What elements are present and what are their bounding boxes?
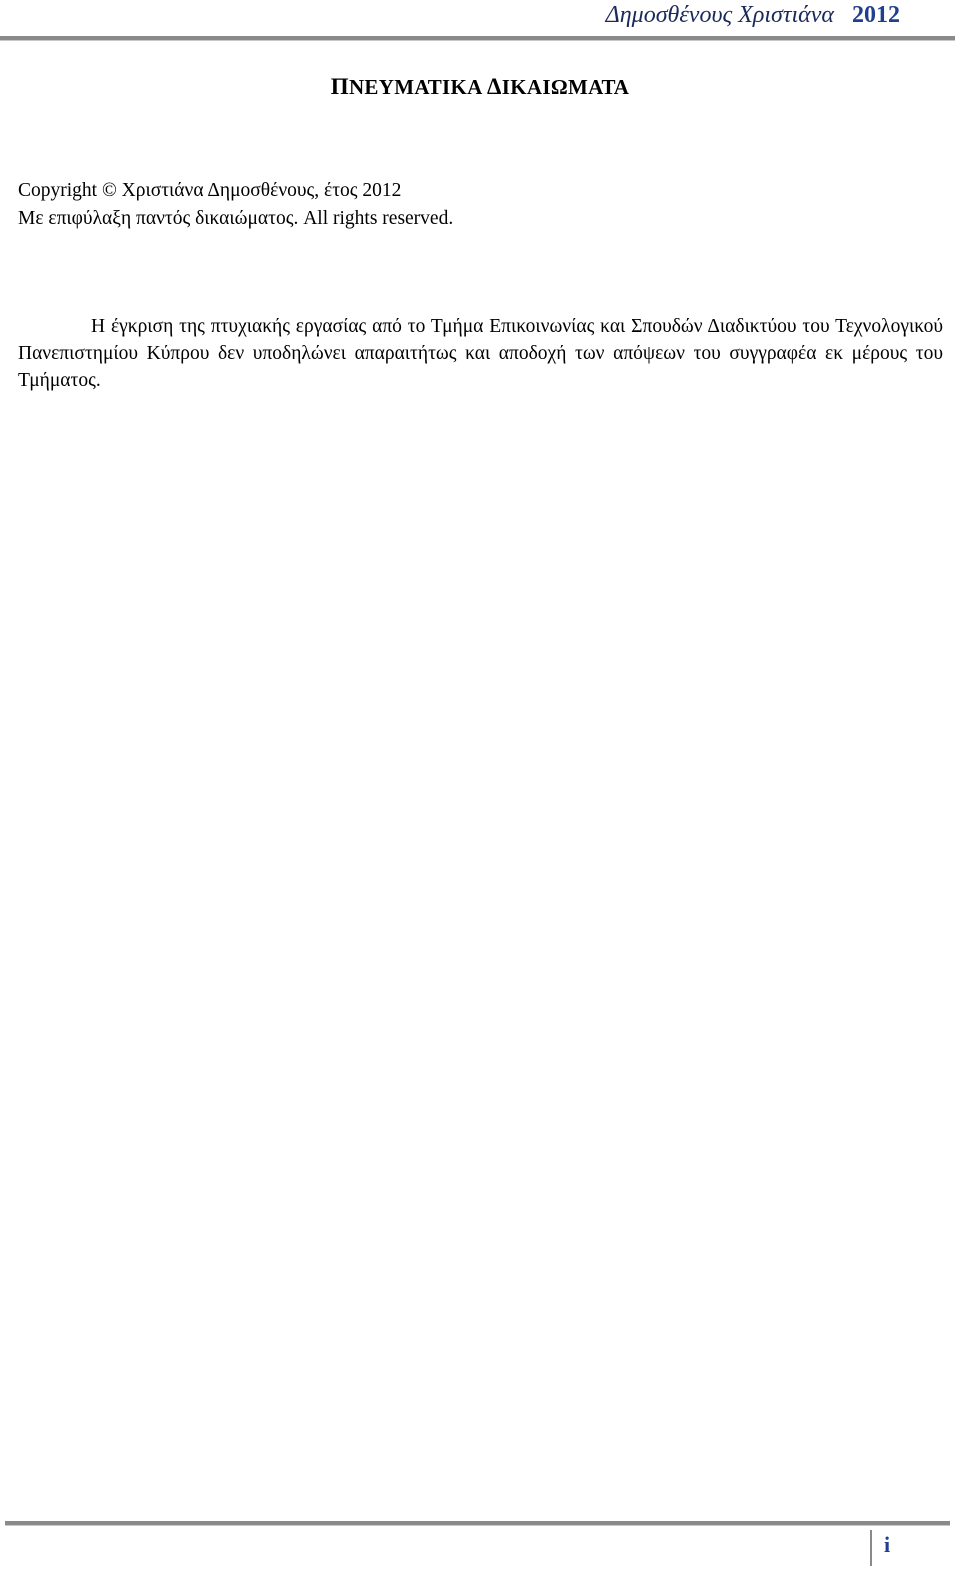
title-initial-1: Π	[330, 74, 349, 99]
page-header	[0, 0, 960, 36]
title-word-1: ΝΕΥΜΑΤΙΚΑ	[348, 75, 482, 99]
header-rule	[0, 36, 955, 41]
rights-reserved-line: Με επιφύλαξη παντός δικαιώματος. All rights reserved.	[18, 208, 454, 229]
header-author: Δημοσθένους Χριστιάνα	[605, 2, 834, 28]
page-title	[0, 74, 960, 100]
header-year: 2012	[852, 2, 900, 28]
header-text	[606, 0, 900, 30]
title-initial-2: Δ	[487, 74, 502, 99]
copyright-block	[18, 177, 453, 233]
approval-disclaimer: Η έγκριση της πτυχιακής εργασίας από το Τμήμα Επικοινωνίας και Σπουδών Διαδικτύου του Τεχνολογικού Πανεπιστημίου Κύπρου δεν υποδηλώνει απαραιτήτως και αποδοχή των απόψεων του συγγραφέα εκ μέρους του Τμήματος.	[18, 315, 943, 391]
page-number: i	[884, 1532, 891, 1557]
footer-page-box	[870, 1530, 952, 1566]
title-word-2: ΙΚΑΙΩΜΑΤΑ	[501, 75, 630, 99]
copyright-line: Copyright © Χριστιάνα Δημοσθένους, έτος 2012	[18, 180, 402, 201]
footer-rule	[5, 1521, 950, 1526]
